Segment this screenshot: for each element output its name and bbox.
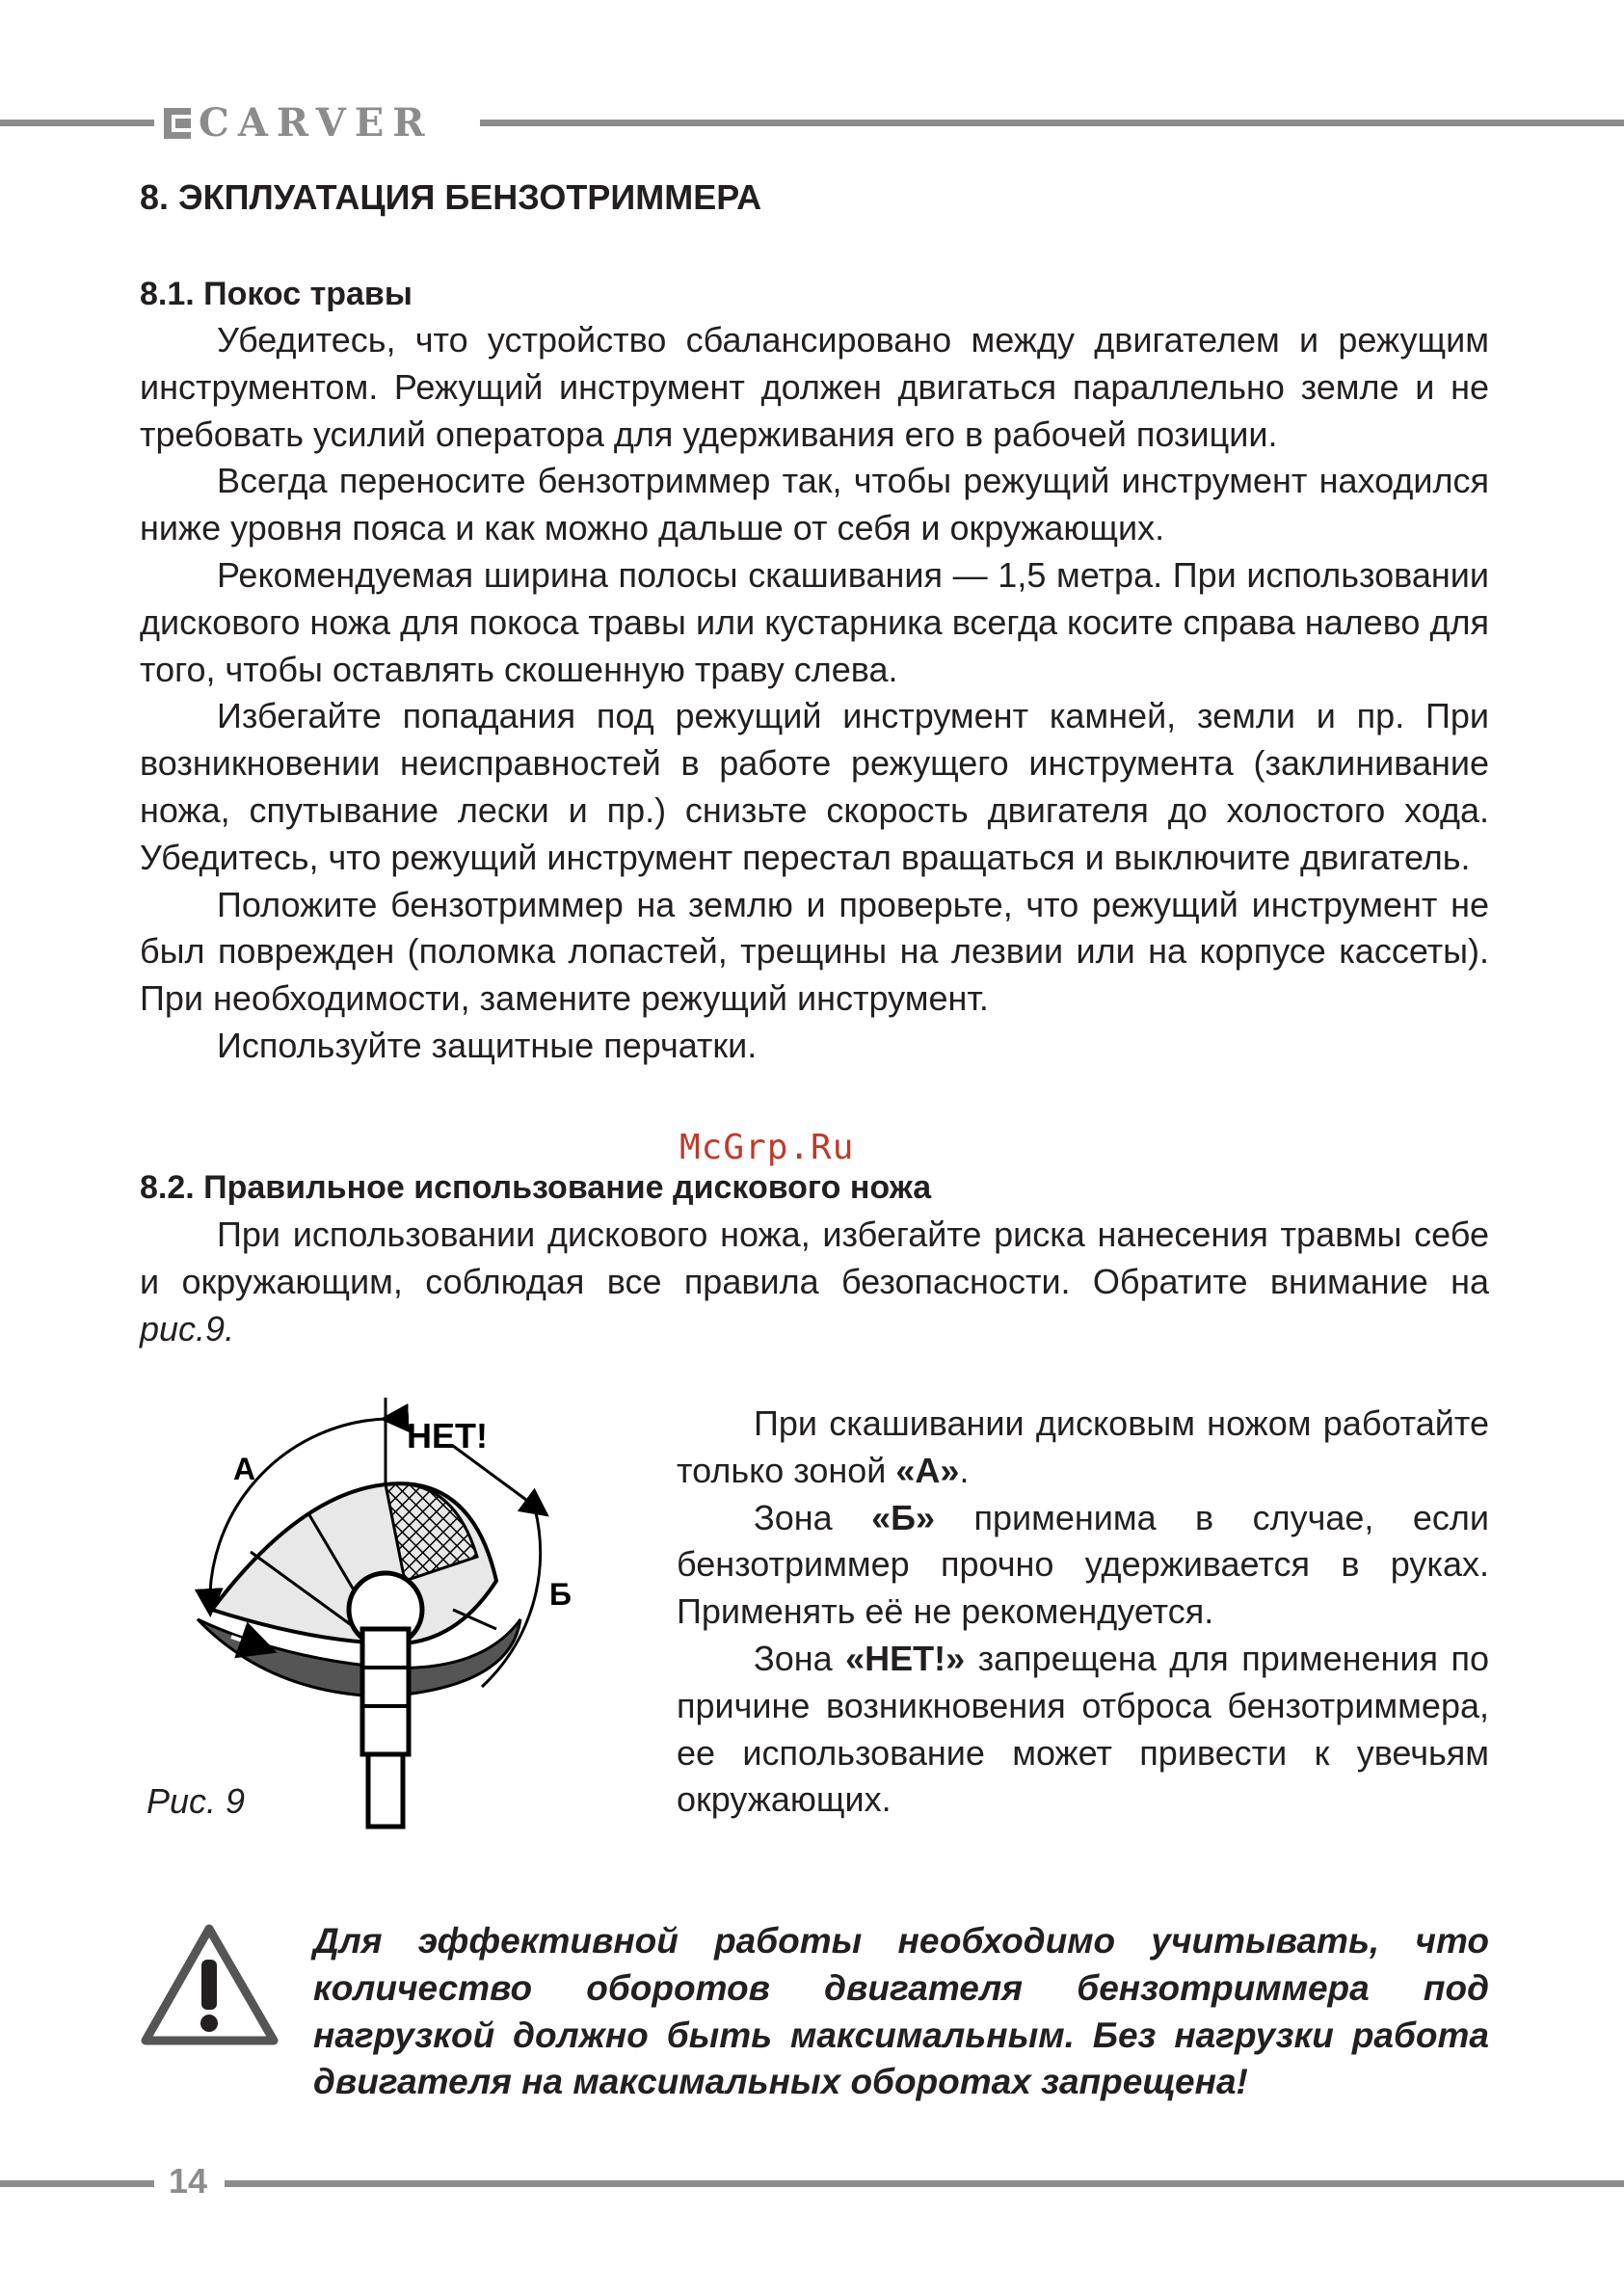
header-rule-right <box>480 120 1624 126</box>
paragraph: Зона «Б» применима в случае, если бензотриммер прочно удерживается в руках. Применять её не рекомендуется. <box>677 1497 1490 1632</box>
paragraph: Зона «НЕТ!» запрещена для применения по причине возникновения отброса бензотриммера, ее использование может привести к увечьям окружающих. <box>677 1638 1490 1820</box>
subsection-2-intro <box>140 1212 1489 1352</box>
brand-name: CARVER <box>199 100 434 146</box>
disc-blade-zones-diagram <box>164 1388 588 1831</box>
figure-caption: Рис. 9 <box>146 1781 246 1821</box>
section-title: 8. ЭКПЛУАТАЦИЯ БЕНЗОТРИММЕРА <box>140 177 762 217</box>
figure-reference: рис.9. <box>140 1308 235 1348</box>
watermark: McGrp.Ru <box>679 1128 855 1167</box>
footer-rule-left <box>0 2180 154 2187</box>
carver-mark-icon <box>164 108 191 139</box>
brand-logo <box>164 100 472 146</box>
subsection-title-2: 8.2. Правильное использование дискового ножа <box>140 1169 932 1206</box>
paragraph: Рекомендуемая ширина полосы скашивания — 1,5 метра. При использовании дискового ножа для покоса травы или кустарника всегда косите справа налево для того, чтобы оставлять скошенную траву слева. <box>140 554 1489 689</box>
footer-rule-right <box>225 2180 1624 2187</box>
label-net: НЕТ! <box>407 1416 488 1455</box>
label-a: А <box>233 1452 256 1486</box>
warning-text: Для эффективной работы необходимо учитывать, что количество оборотов двигателя бензотриммера под нагрузкой должно быть максимальным. Без нагрузки работа двигателя на максимальных оборотах запрещена! <box>313 1921 1489 2102</box>
subsection-1-body <box>140 317 1489 1070</box>
paragraph: Положите бензотриммер на землю и проверьте, что режущий инструмент не был поврежден (поломка лопастей, трещины на лезвии или на корпусе кассеты). При необходимости, замените режущий инструмент. <box>140 884 1489 1019</box>
paragraph: При использовании дискового ножа, избегайте риска нанесения травмы себе и окружающим, соблюдая все правила безопасности. Обратите внимание на рис.9. <box>140 1215 1489 1348</box>
warning-triangle-icon <box>140 1923 280 2048</box>
trimmer-shaft <box>362 1629 409 1754</box>
paragraph: Избегайте попадания под режущий инструмент камней, земли и пр. При возникновении неисправностей в работе режущего инструмента (заклинивание ножа, спутывание лески и пр.) снизьте скорость двигателя до холостого хода. Убедитесь, что режущий инструмент перестал вращаться и выключите двигатель. <box>140 696 1489 877</box>
page-number: 14 <box>169 2161 208 2201</box>
header-rule-left <box>0 120 154 126</box>
label-b: Б <box>549 1577 572 1612</box>
forbidden-zone-line <box>453 1446 545 1513</box>
paragraph: Используйте защитные перчатки. <box>217 1025 758 1065</box>
paragraph: При скашивании дисковым ножом работайте только зоной «А». <box>677 1403 1489 1490</box>
paragraph: Всегда переносите бензотриммер так, чтобы режущий инструмент находился ниже уровня пояса и как можно дальше от себя и окружающих. <box>140 461 1489 548</box>
zone-explanation <box>677 1401 1489 1824</box>
trimmer-shaft-lower <box>368 1754 403 1827</box>
paragraph: Убедитесь, что устройство сбалансировано между двигателем и режущим инструментом. Режущий инструмент должен двигаться параллельно земле и не требовать усилий оператора для удерживания его в рабочей позиции. <box>140 320 1489 454</box>
subsection-title-1: 8.1. Покос травы <box>140 276 413 312</box>
